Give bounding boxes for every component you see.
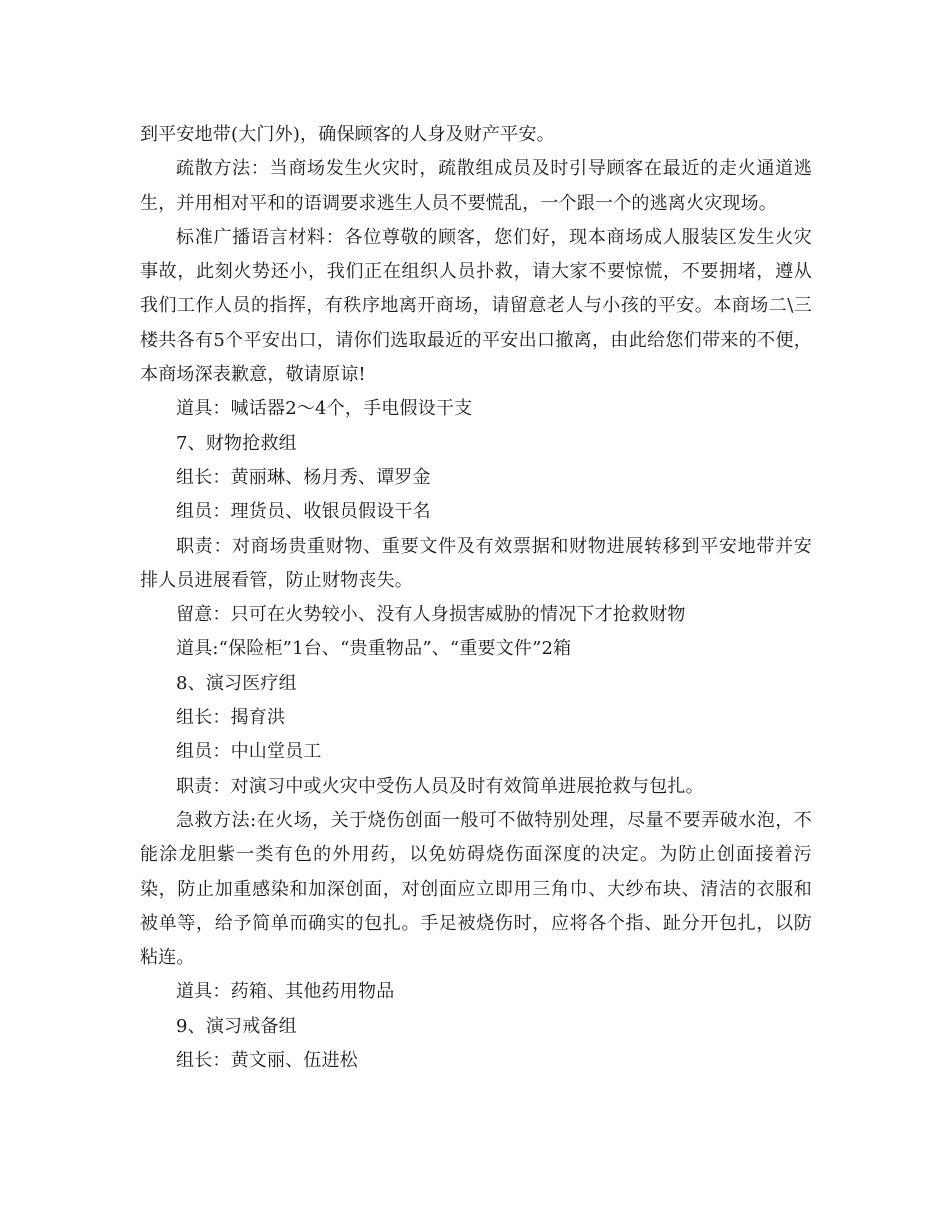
paragraph: 急救方法:在火场，关于烧伤创面一般可不做特别处理，尽量不要弄破水泡，不能涂龙胆紫一类有色的外用药，以免妨碍烧伤面深度的决定。为防止创面接着污染，防止加重感染和加深创面，对创面应立即用三角巾、大纱布块、清洁的衣服和被单等，给予简单而确实的包扎。手足被烧伤时，应将各个指、趾分开包扎，以防粘连。	[140, 809, 812, 969]
paragraph: 组长：黄丽琳、杨月秀、谭罗金	[176, 466, 431, 488]
paragraph: 疏散方法：当商场发生火灾时，疏散组成员及时引导顾客在最近的走火通道逃生，并用相对平和的语调要求逃生人员不要慌乱，一个跟一个的逃离火灾现场。	[140, 158, 812, 214]
section-heading: 9、演习戒备组	[176, 1015, 297, 1037]
paragraph: 职责：对商场贵重财物、重要文件及有效票据和财物进展转移到平安地带并安排人员进展看管，防止财物丧失。	[140, 535, 812, 591]
paragraph: 道具：药箱、其他药用物品	[176, 981, 395, 1003]
paragraph: 组员：中山堂员工	[176, 741, 322, 763]
paragraph: 到平安地带(大门外)，确保顾客的人身及财产平安。	[140, 124, 555, 145]
paragraph: 职责：对演习中或火灾中受伤人员及时有效简单进展抢救与包扎。	[176, 775, 704, 797]
paragraph: 道具:“保险柜”1台、“贵重物品”、“重要文件”2箱	[176, 638, 572, 660]
paragraph: 道具：喊话器2～4个，手电假设干支	[176, 398, 473, 420]
paragraph: 留意：只可在火势较小、没有人身损害威胁的情况下才抢救财物	[176, 604, 686, 626]
section-heading: 7、财物抢救组	[176, 432, 297, 454]
section-heading: 8、演习医疗组	[176, 672, 297, 694]
document-body	[140, 118, 812, 1078]
paragraph: 组长：黄文丽、伍进松	[176, 1050, 358, 1072]
paragraph: 组员：理货员、收银员假设干名	[176, 501, 431, 523]
paragraph: 标准广播语言材料：各位尊敬的顾客，您们好，现本商场成人服装区发生火灾事故，此刻火势还小，我们正在组织人员扑救，请大家不要惊慌，不要拥堵，遵从我们工作人员的指挥，有秩序地离开商场，请留意老人与小孩的平安。本商场二\三楼共各有5个平安出口，请你们选取最近的平安出口撤离，由此给您们带来的不便，本商场深表歉意，敬请原谅!	[140, 226, 812, 386]
paragraph: 组长：揭育洪	[176, 707, 286, 729]
